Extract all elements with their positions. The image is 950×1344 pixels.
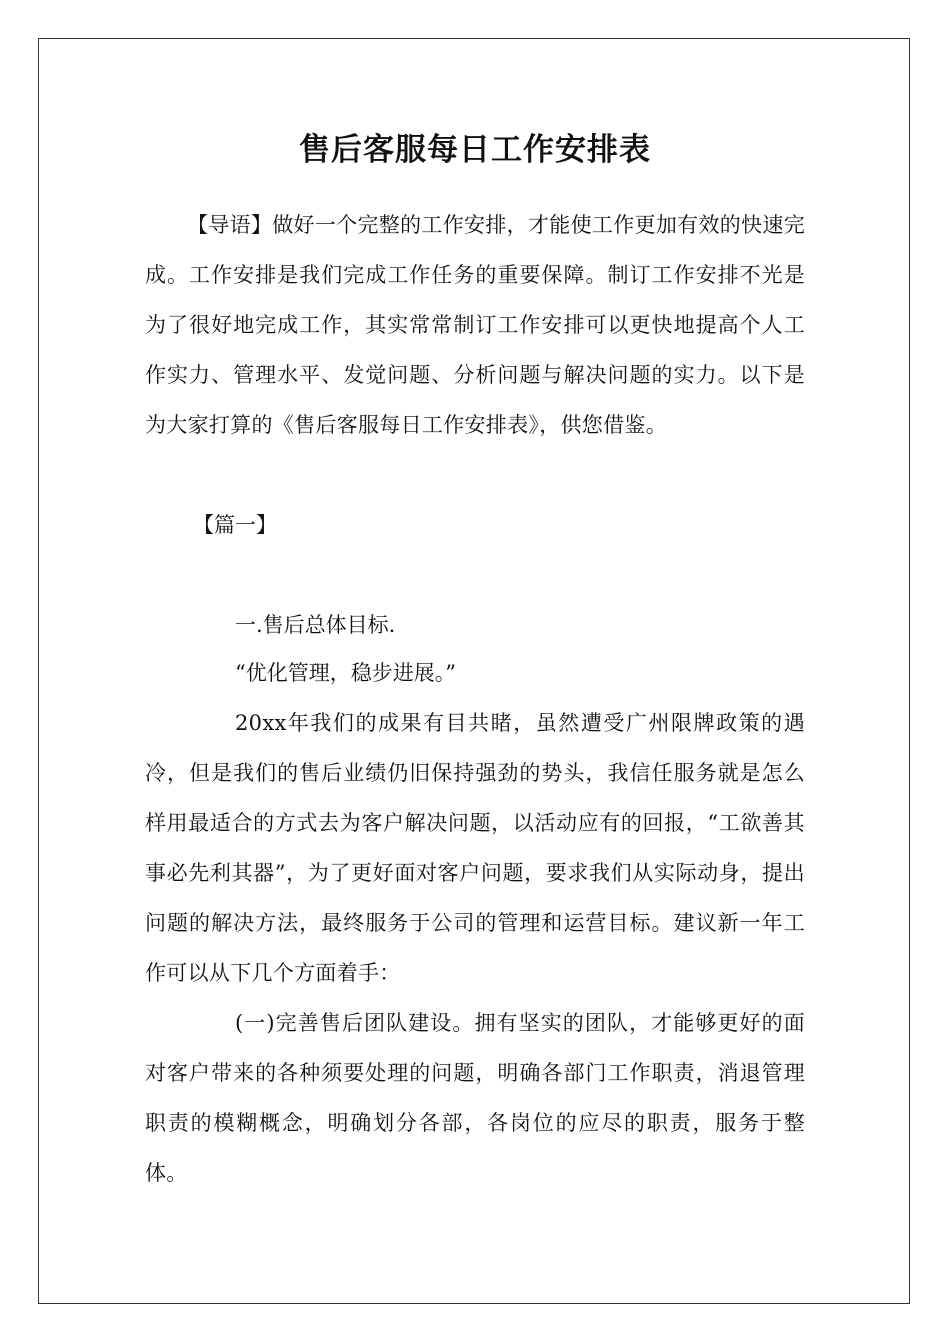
body-paragraph-1: 20xx年我们的成果有目共睹，虽然遭受广州限牌政策的遇冷，但是我们的售后业绩仍旧保持强劲的势头，我信任服务就是怎么样用最适合的方式去为客户解决问题，以活动应有的回报，“工欲善其事必先利其器”，为了更好面对客户问题，要求我们从实际动身，提出问题的解决方法，最终服务于公司的管理和运营目标。建议新一年工作可以从下几个方面着手： — [145, 711, 805, 985]
body-paragraph-2: (一)完善售后团队建设。拥有坚实的团队，才能够更好的面对客户带来的各种须要处理的问题，明确各部门工作职责，消退管理职责的模糊概念，明确划分各部，各岗位的应尽的职责，服务于整体。 — [145, 1011, 805, 1185]
intro-paragraph: 【导语】做好一个完整的工作安排，才能使工作更加有效的快速完成。工作安排是我们完成工作任务的重要保障。制订工作安排不光是为了很好地完成工作，其实常常制订工作安排可以更快地提高个人工作实力、管理水平、发觉问题、分析问题与解决问题的实力。以下是为大家打算的《售后客服每日工作安排表》，供您借鉴。 — [145, 213, 805, 437]
section-label: 【篇一】 — [193, 513, 277, 537]
document-title: 售后客服每日工作安排表 — [299, 132, 651, 168]
slogan-line: “优化管理，稳步进展。” — [235, 661, 456, 685]
section-heading: 一.售后总体目标. — [235, 613, 396, 637]
